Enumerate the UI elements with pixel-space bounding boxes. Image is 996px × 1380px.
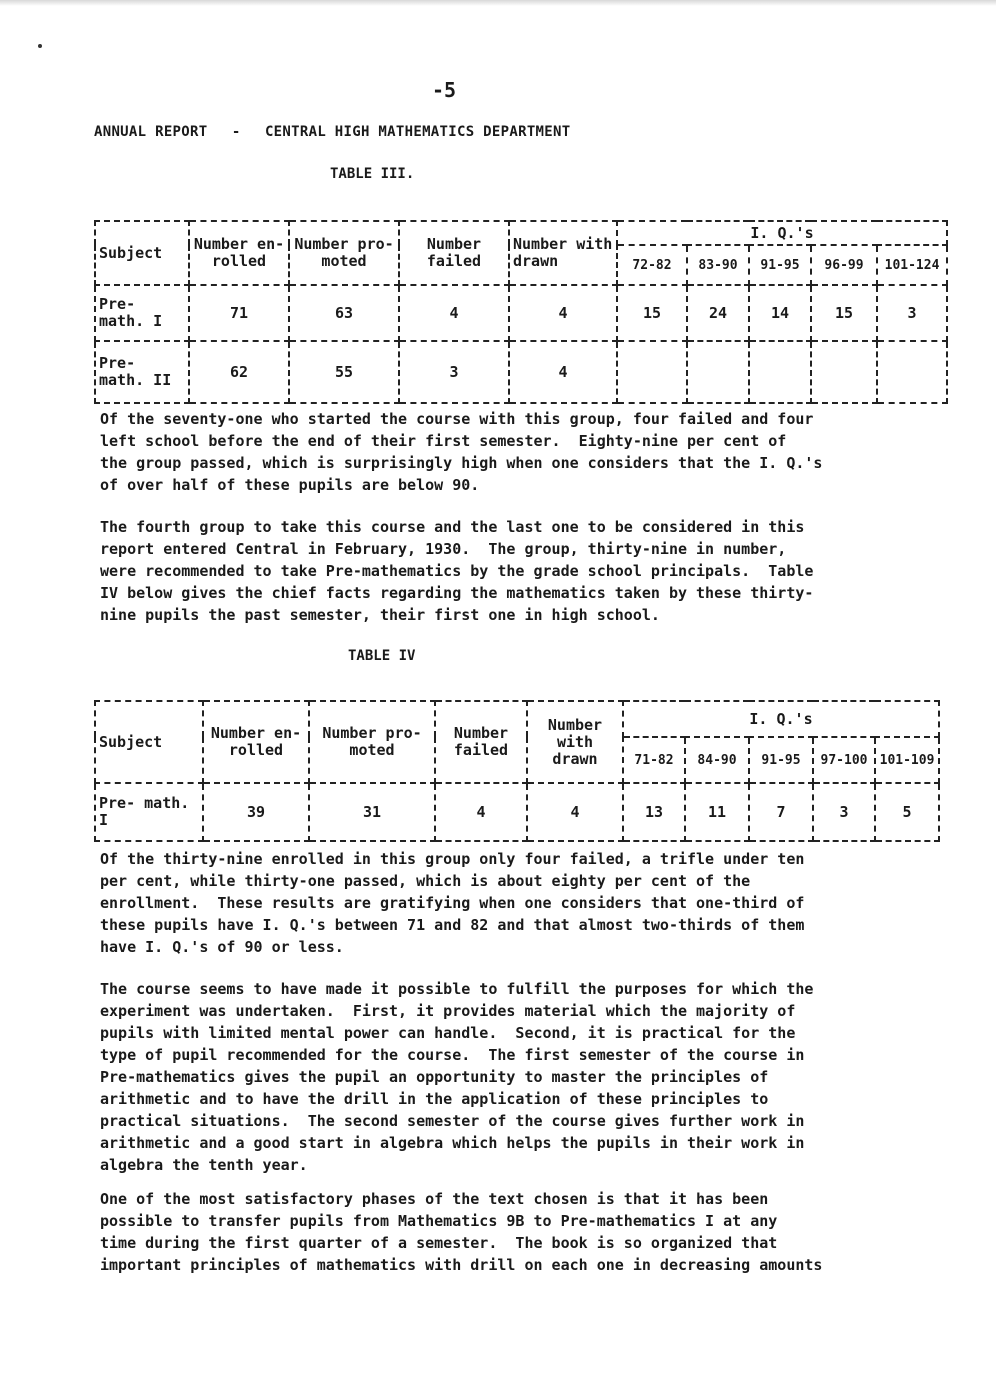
table3-cell-subject: Pre- math. II — [95, 341, 189, 403]
table3-header-subject: Subject — [95, 221, 189, 285]
table3-cell-enrolled: 62 — [189, 341, 289, 403]
table3-cell-failed: 3 — [399, 341, 509, 403]
header-left: ANNUAL REPORT — [94, 124, 208, 140]
table4-iq-range: 97-100 — [813, 737, 875, 783]
scan-speck — [38, 44, 42, 48]
table-row — [95, 285, 947, 341]
table3-iq-range: 83-90 — [687, 245, 749, 285]
header-separator: - — [231, 124, 241, 140]
table3-header-iq: I. Q.'s — [617, 221, 947, 245]
table3-cell-enrolled: 71 — [189, 285, 289, 341]
paragraph-table3-summary: Of the seventy-one who started the course with this group, four failed and four left school before the end of their first semester. Eighty-nine per cent of the group passed, which is surprisingly high when one considers that the I. Q.'s of over half of these pupils are below 90. — [100, 410, 823, 494]
table4-cell-iq: 7 — [749, 783, 813, 841]
table3-cell-promoted: 63 — [289, 285, 399, 341]
table4-cell-iq: 13 — [623, 783, 685, 841]
table4-cell-enrolled: 39 — [203, 783, 309, 841]
table3-cell-withdrawn: 4 — [509, 285, 617, 341]
table3-cell-iq — [811, 341, 877, 403]
table4-header-enrolled: Number en- rolled — [203, 701, 309, 783]
header-right: CENTRAL HIGH MATHEMATICS DEPARTMENT — [264, 124, 571, 140]
table3-iq-range: 91-95 — [749, 245, 811, 285]
table3-cell-promoted: 55 — [289, 341, 399, 403]
table3-cell-iq: 14 — [749, 285, 811, 341]
table3-cell-iq — [749, 341, 811, 403]
report-header — [94, 124, 570, 140]
table4-cell-failed: 4 — [435, 783, 527, 841]
table3-caption: TABLE III. — [330, 166, 415, 182]
table3-cell-iq — [687, 341, 749, 403]
table4-header-withdrawn: Number with drawn — [527, 701, 623, 783]
table-row — [95, 783, 939, 841]
table3-header-failed: Number failed — [399, 221, 509, 285]
table3-cell-withdrawn: 4 — [509, 341, 617, 403]
table3 — [94, 220, 948, 404]
table3-cell-iq: 15 — [811, 285, 877, 341]
table3-cell-failed: 4 — [399, 285, 509, 341]
paragraph-transfer: One of the most satisfactory phases of the text chosen is that it has been possible to transfer pupils from Mathematics 9B to Pre-mathematics I at any time during the first quarter of a semester. The book is so organized that important principles of mathematics with drill on each one in decreasing amounts — [100, 1190, 823, 1274]
table3-header-withdrawn: Number with drawn — [509, 221, 617, 285]
table3-iq-range: 96-99 — [811, 245, 877, 285]
table4-header-iq: I. Q.'s — [623, 701, 939, 737]
table4-caption: TABLE IV — [348, 648, 416, 664]
scan-edge — [0, 0, 996, 6]
table-row — [95, 341, 947, 403]
table3-cell-iq — [877, 341, 947, 403]
table4-cell-iq: 3 — [813, 783, 875, 841]
table3-header-enrolled: Number en- rolled — [189, 221, 289, 285]
table4-cell-iq: 5 — [875, 783, 939, 841]
table4-cell-promoted: 31 — [309, 783, 435, 841]
page-number: -5 — [432, 78, 457, 102]
table3-cell-iq: 24 — [687, 285, 749, 341]
table4-cell-iq: 11 — [685, 783, 749, 841]
table4-header-promoted: Number pro- moted — [309, 701, 435, 783]
table3-iq-range: 101-124 — [877, 245, 947, 285]
table4 — [94, 700, 940, 842]
table4-cell-subject: Pre- math. I — [95, 783, 203, 841]
table3-cell-subject: Pre- math. I — [95, 285, 189, 341]
table3-cell-iq: 3 — [877, 285, 947, 341]
table3-iq-range: 72-82 — [617, 245, 687, 285]
table4-header-failed: Number failed — [435, 701, 527, 783]
table3-cell-iq: 15 — [617, 285, 687, 341]
table4-cell-withdrawn: 4 — [527, 783, 623, 841]
table4-iq-range: 71-82 — [623, 737, 685, 783]
table4-iq-range: 101-109 — [875, 737, 939, 783]
table4-header-subject: Subject — [95, 701, 203, 783]
paragraph-fourth-group: The fourth group to take this course and the last one to be considered in this report entered Central in February, 1930. The group, thirty-nine in number, were recommended to take Pre-mathematics by the grade school principals. Table IV below gives the chief facts regarding the mathematics taken by these thirty- nine pupils the past semester, their first one in high school. — [100, 518, 814, 624]
table3-header-promoted: Number pro- moted — [289, 221, 399, 285]
table4-iq-range: 91-95 — [749, 737, 813, 783]
table4-iq-range: 84-90 — [685, 737, 749, 783]
paragraph-table4-summary: Of the thirty-nine enrolled in this group only four failed, a trifle under ten per cent, while thirty-one passed, which is about eighty per cent of the enrollment. These results are gratifying when one considers that one-third of these pupils have I. Q.'s between 71 and 82 and that almost two-thirds of them have I. Q.'s of 90 or less. — [100, 850, 805, 956]
table3-cell-iq — [617, 341, 687, 403]
paragraph-course-purposes: The course seems to have made it possible to fulfill the purposes for which the experiment was undertaken. First, it provides material which the majority of pupils with limited mental power can handle. Second, it is practical for the type of pupil recommended for the course. The first semester of the course in Pre-mathematics gives the pupil an opportunity to master the principles of arithmetic and to have the drill in the application of these principles to practical situations. The second semester of the course gives further work in arithmetic and a good start in algebra which helps the pupils in their work in algebra the tenth year. — [100, 980, 814, 1174]
